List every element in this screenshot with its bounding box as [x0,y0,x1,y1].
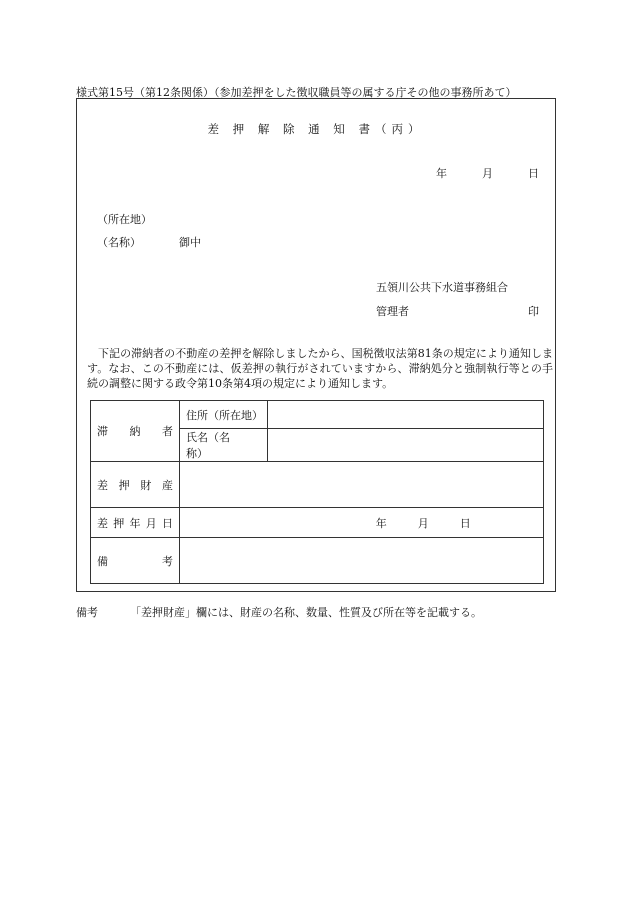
seizure-date-value-cell: 年 月 日 [180,508,544,538]
table-row [91,462,544,508]
address-label-cell: 住所（所在地） [180,401,268,429]
footnote [76,604,482,620]
table-row [91,538,544,584]
addressee-honorific: 御中 [179,236,201,249]
seizure-date-label-cell: 差 押 年 月 日 [91,508,180,538]
form-caption: 様式第15号（第12条関係）（参加差押をした徴収職員等の属する庁その他の事務所あて） [76,86,517,99]
table-row [91,401,544,429]
notice-frame [76,98,556,592]
sender-title: 管理者 [376,305,409,318]
name-label-cell: 氏名（名称） [180,429,268,462]
sender-organization: 五領川公共下水道事務組合 [376,281,508,294]
date-year: 年 [436,167,447,180]
addressee-location-label: （所在地） [97,213,152,226]
remarks-label-cell: 備 考 [91,538,180,584]
date-month: 月 [482,167,493,180]
issue-date [436,165,539,181]
seal-mark: 印 [528,305,539,318]
table-row [91,508,544,538]
name-value-cell [268,429,544,462]
details-table [90,400,544,584]
date-day: 日 [528,167,539,180]
notice-body [87,346,553,391]
document-title: 差 押 解 除 通 知 書（丙） [207,122,425,136]
delinquent-label-cell: 滞 納 者 [91,401,180,462]
footnote-label: 備考 [76,606,98,619]
addressee-name-label: （名称） [97,236,141,249]
property-value-cell [180,462,544,508]
footnote-text: 「差押財産」欄には、財産の名称、数量、性質及び所在等を記載する。 [130,606,482,619]
remarks-value-cell [180,538,544,584]
address-value-cell [268,401,544,429]
notice-body-text: 下記の滞納者の不動産の差押を解除しましたから、国税徴収法第81条の規定により通知します。なお、この不動産には、仮差押の執行がされていますから、滞納処分と強制執行等との手続の調整に関する政令第10条第4項の規定により通知します。 [87,347,553,390]
property-label-cell: 差 押 財 産 [91,462,180,508]
